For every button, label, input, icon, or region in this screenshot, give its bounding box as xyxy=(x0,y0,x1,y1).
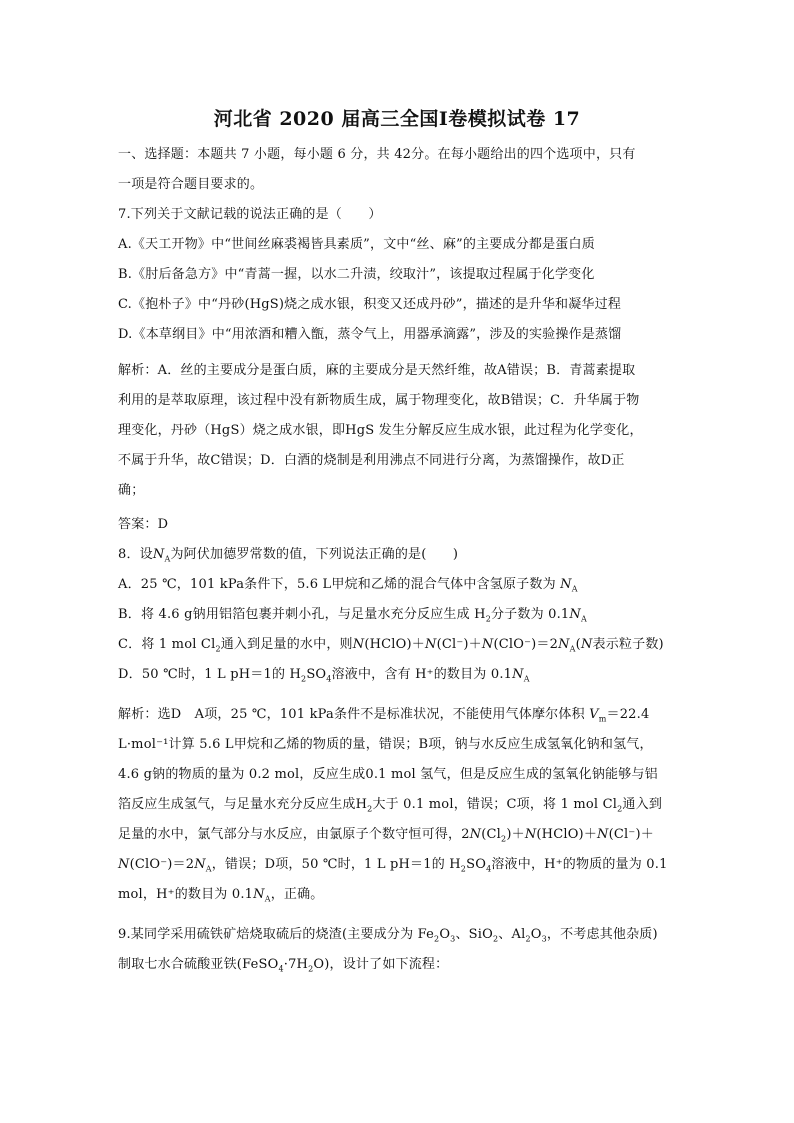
q8-analysis-line: 4.6 g钠的物质的量为 0.2 mol，反应生成0.1 mol 氢气，但是反应生成的氢氧化钠能够与铝 xyxy=(118,767,658,782)
q8-analysis-line: 足量的水中，氯气部分与水反应，由氯原子个数守恒可得，$2N(Cl_2)+N(HClO)+N(Cl^-)+$ xyxy=(118,827,654,844)
q8-analysis-line: mol，H⁺的数目为 $0.1N_A$，正确。 xyxy=(118,887,324,904)
q7-option-b: B.《肘后备急方》中“青蒿一握，以水二升渍，绞取汁”，该提取过程属于化学变化 xyxy=(118,267,595,282)
q9-stem-line-1: 9.某同学采用硫铁矿焙烧取硫后的烧渣(主要成分为 $Fe_2O_3$、SiO$_2$、$Al_2O_3$，不考虑其他杂质) xyxy=(118,927,658,944)
q7-analysis-line: 解析：A．丝的主要成分是蛋白质，麻的主要成分是天然纤维，故A错误；B．青蒿素提取 xyxy=(118,363,636,378)
q7-option-a: A.《天工开物》中“世间丝麻裘褐皆具素质”，文中“丝、麻”的主要成分都是蛋白质 xyxy=(118,237,595,252)
q7-analysis-line: 不属于升华，故C错误；D．白酒的烧制是利用沸点不同进行分离，为蒸馏操作，故D正 xyxy=(118,453,625,468)
q9-stem-line-2: 制取七水合硫酸亚铁$(FeSO_4\cdot 7H_2O)$，设计了如下流程： xyxy=(118,957,449,974)
page-title: 河北省 2020 届高三全国Ⅰ卷模拟试卷 17 xyxy=(213,108,581,130)
q7-stem: 7.下列关于文献记载的说法正确的是（ ） xyxy=(118,207,382,222)
q7-analysis-line: 利用的是萃取原理，该过程中没有新物质生成，属于物理变化，故B错误；C．升华属于物 xyxy=(118,393,640,408)
q8-option-b: B．将 4.6 g钠用铝箔包裹并刺小孔，与足量水充分反应生成 $H_2$分子数为 $0.1N_A$ xyxy=(118,607,587,624)
q7-option-c: C.《抱朴子》中“丹砂(HgS)烧之成水银，积变又还成丹砂”，描述的是升华和凝华过程 xyxy=(118,297,622,312)
q7-answer: 答案：D xyxy=(118,517,169,532)
q8-analysis-line: 箔反应生成氢气，与足量水充分反应生成$H_2$大于 0.1 mol，错误；C项，将 1 mol $Cl_2$通入到 xyxy=(118,797,663,814)
q7-option-d: D.《本草纲目》中“用浓酒和糟入甑，蒸令气上，用器承滴露”，涉及的实验操作是蒸馏 xyxy=(118,327,622,342)
q7-analysis-line: 理变化，丹砂（HgS）烧之成水银，即HgS 发生分解反应生成水银，此过程为化学变化， xyxy=(118,423,643,438)
section-instructions-line-1: 一、选择题：本题共 7 小题，每小题 6 分，共 42分。在每小题给出的四个选项中，只有 xyxy=(118,147,636,162)
q7-analysis-line: 确； xyxy=(118,483,145,498)
q8-analysis-line: 解析：选D A项，25 ℃，101 kPa条件不是标准状况，不能使用气体摩尔体积 $V_m=22.4$ xyxy=(118,707,650,724)
q8-option-d: D．50 ℃时，1 L pH＝1的 $H_2SO_4$溶液中，含有 H⁺的数目为 $0.1N_A$ xyxy=(118,667,530,684)
q8-analysis-line: $N(ClO^-)=2N_A$，错误；D项，50 ℃时，1 L pH＝1的 $H_2SO_4$溶液中，H⁺的物质的量为 0.1 xyxy=(118,857,668,874)
q8-analysis-line: L·mol⁻¹计算 5.6 L甲烷和乙烯的物质的量，错误；B项，钠与水反应生成氢氧化钠和氢气， xyxy=(118,737,653,752)
q8-stem: 8．设$N_A$为阿伏加德罗常数的值，下列说法正确的是( ) xyxy=(118,547,459,564)
q8-option-a: A．25 ℃，101 kPa条件下，5.6 L甲烷和乙烯的混合气体中含氢原子数为 $N_A$ xyxy=(118,577,578,594)
q8-option-c: C．将 1 mol $Cl_2$通入到足量的水中，则$N(HClO)+N(Cl^-)+N(ClO^-)=2N_A(N$表示粒子数) xyxy=(118,637,664,654)
section-instructions-line-2: 一项是符合题目要求的。 xyxy=(118,177,264,192)
